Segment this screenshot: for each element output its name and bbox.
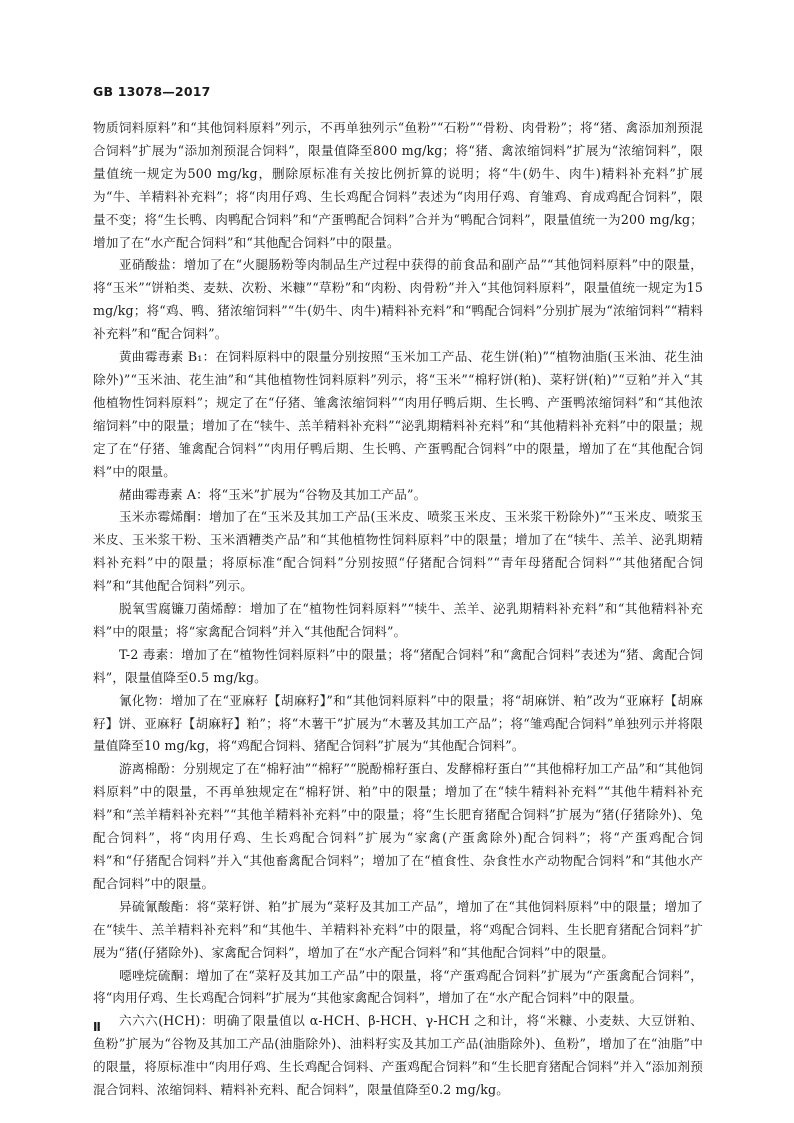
- paragraph-t2-toxin: T-2 毒素：增加了在“植物性饲料原料”中的限量；将“猪配合饲料”和“禽配合饲料”表述为“猪、禽配合饲料”，限量值降至0.5 mg/kg。: [93, 646, 703, 685]
- paragraph-hch: 六六六(HCH)：明确了限量值以 α-HCH、β-HCH、γ-HCH 之和计，将“米糠、小麦麸、大豆饼粕、鱼粉”扩展为“谷物及其加工产品(油脂除外)、油料籽实及其加工产品(油脂除外)、鱼粉”，增加了在“油脂”中的限量，将原标准中“肉用仔鸡、生长鸡配合饲料、产蛋鸡配合饲料”和“生长肥育猪配合饲料”并入“添加剂预混合饲料、浓缩饲料、精料补充料、配合饲料”，限量值降至0.2 mg/kg。: [93, 1013, 703, 1098]
- paragraph-oxazolidinethione: 噁唑烷硫酮：增加了在“菜籽及其加工产品”中的限量，将“产蛋鸡配合饲料”扩展为“产蛋禽配合饲料”，将“肉用仔鸡、生长鸡配合饲料”扩展为“其他家禽配合饲料”，增加了在“水产配合饲料”中的限量。: [93, 967, 703, 1006]
- standard-code: GB 13078—2017: [93, 84, 211, 99]
- paragraph-ochratoxin-a: 赭曲霉毒素 A：将“玉米”扩展为“谷物及其加工产品”。: [119, 486, 427, 502]
- paragraph-zearalenone: 玉米赤霉烯酮：增加了在“玉米及其加工产品(玉米皮、喷浆玉米皮、玉米浆干粉除外)”“玉米皮、喷浆玉米皮、玉米浆干粉、玉米酒糟类产品”和“其他植物性饲料原料”中的限量；增加了在“犊牛、羔羊、泌乳期精料补充料”中的限量；将原标准“配合饲料”分别按照“仔猪配合饲料”“青年母猪配合饲料”“其他猪配合饲料”和“其他配合饲料”列示。: [93, 509, 703, 594]
- paragraph-isothiocyanate: 异硫氰酸酯：将“菜籽饼、粕”扩展为“菜籽及其加工产品”，增加了在“其他饲料原料”中的限量；增加了在“犊牛、羔羊精料补充料”和“其他牛、羊精料补充料”中的限量，将“鸡配合饲料、生长肥育猪配合饲料”扩展为“猪(仔猪除外)、家禽配合饲料”，增加了在“水产配合饲料”和“其他配合饲料”中的限量。: [93, 898, 703, 960]
- paragraph-nitrite: 亚硝酸盐：增加了在“火腿肠粉等肉制品生产过程中获得的前食品和副产品”“其他饲料原料”中的限量，将“玉米”“饼粕类、麦麸、次粉、米糠”“草粉”和“肉粉、肉骨粉”并入“其他饲料原料”，限量值统一规定为15 mg/kg；将“鸡、鸭、猪浓缩饲料”“牛(奶牛、肉牛)精料补充料”和“鸭配合饲料”分别扩展为“浓缩饲料”“精料补充料”和“配合饲料”。: [93, 257, 703, 342]
- paragraph-deoxynivalenol: 脱氧雪腐镰刀菌烯醇：增加了在“植物性饲料原料”“犊牛、羔羊、泌乳期精料补充料”和“其他精料补充料”中的限量；将“家禽配合饲料”并入“其他配合饲料”。: [93, 601, 703, 639]
- document-body: [93, 117, 703, 1102]
- paragraph-continued: 物质饲料原料”和“其他饲料原料”列示，不再单独列示“鱼粉”“石粉”“骨粉、肉骨粉”；将“猪、禽添加剂预混合饲料”扩展为“添加剂预混合饲料”，限量值降至800 mg/kg；将“猪、禽浓缩饲料”扩展为“浓缩饲料”，限量值统一规定为500 mg/kg，删除原标准有关按比例折算的说明；将“牛(奶牛、肉牛)精料补充料”扩展为“牛、羊精料补充料”；将“肉用仔鸡、生长鸡配合饲料”表述为“肉用仔鸡、育雏鸡、育成鸡配合饲料”，限量不变；将“生长鸭、肉鸭配合饲料”和“产蛋鸭配合饲料”合并为“鸭配合饲料”，限量值统一为200 mg/kg；增加了在“水产配合饲料”和“其他配合饲料”中的限量。: [93, 120, 703, 250]
- paragraph-free-gossypol: 游离棉酚：分别规定了在“棉籽油”“棉籽”“脱酚棉籽蛋白、发酵棉籽蛋白”“其他棉籽加工产品”和“其他饲料原料”中的限量，不再单独规定在“棉籽饼、粕”中的限量；增加了在“犊牛精料补充料”“其他牛精料补充料”和“羔羊精料补充料”“其他羊精料补充料”中的限量；将“生长肥育猪配合饲料”扩展为“猪(仔猪除外)、兔配合饲料”，将“肉用仔鸡、生长鸡配合饲料”扩展为“家禽(产蛋禽除外)配合饲料”；将“产蛋鸡配合饲料”和“仔猪配合饲料”并入“其他畜禽配合饲料”；增加了在“植食性、杂食性水产动物配合饲料”和“其他水产配合饲料”中的限量。: [93, 761, 703, 891]
- page-number: Ⅱ: [93, 1020, 101, 1034]
- paragraph-cyanide: 氰化物：增加了在“亚麻籽【胡麻籽】”和“其他饲料原料”中的限量；将“胡麻饼、粕”改为“亚麻籽【胡麻籽】饼、亚麻籽【胡麻籽】粕”；将“木薯干”扩展为“木薯及其加工产品”；将“雏鸡配合饲料”单独列示并将限量值降至10 mg/kg，将“鸡配合饲料、猪配合饲料”扩展为“其他配合饲料”。: [93, 692, 703, 754]
- paragraph-aflatoxin-b1: 黄曲霉毒素 B₁：在饲料原料中的限量分别按照“玉米加工产品、花生饼(粕)”“植物油脂(玉米油、花生油除外)”“玉米油、花生油”和“其他植物性饲料原料”列示，将“玉米”“棉籽饼(粕)、菜籽饼(粕)”“豆粕”并入“其他植物性饲料原料”；规定了在“仔猪、雏禽浓缩饲料”“肉用仔鸭后期、生长鸭、产蛋鸭浓缩饲料”和“其他浓缩饲料”中的限量；增加了在“犊牛、羔羊精料补充料”“泌乳期精料补充料”和“其他精料补充料”中的限量；规定了在“仔猪、雏禽配合饲料”“肉用仔鸭后期、生长鸭、产蛋鸭配合饲料”中的限量，增加了在“其他配合饲料”中的限量。: [93, 349, 703, 479]
